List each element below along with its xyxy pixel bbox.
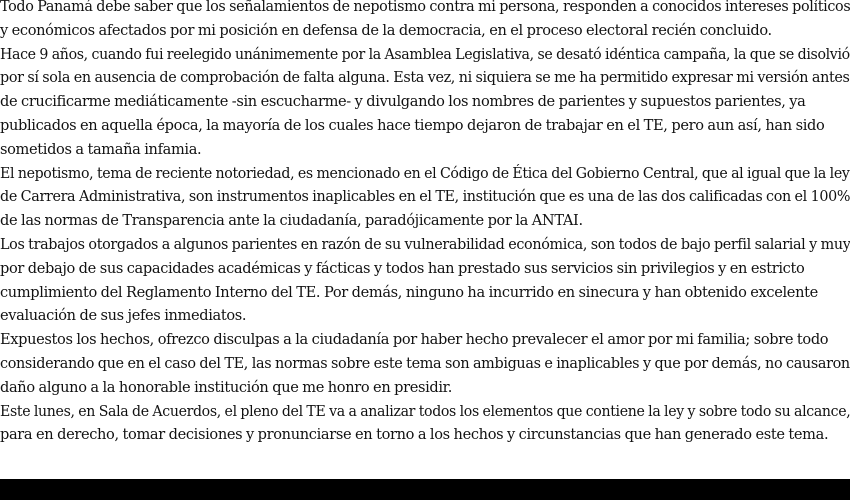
text-line: cumplimiento del Reglamento Interno del TE. Por demás, ninguno ha incurrido en sinecura y han obtenido excelente: [0, 283, 818, 301]
text-line: Todo Panamá debe saber que los señalamientos de nepotismo contra mi persona, responden a conocidos intereses políticos: [0, 0, 850, 15]
text-line: daño alguno a la honorable institución que me honro en presidir.: [0, 378, 452, 396]
text-line: Hace 9 años, cuando fui reelegido unánimemente por la Asamblea Legislativa, se desató idéntica campaña, la que se disolvió: [0, 45, 850, 63]
paragraph-4: [0, 233, 850, 328]
text-line: por debajo de sus capacidades académicas y fácticas y todos han prestado sus servicios sin privilegios y en estricto: [0, 259, 805, 277]
text-line: considerando que en el caso del TE, las normas sobre este tema son ambiguas e inaplicables y que por demás, no causaron: [0, 354, 850, 372]
text-line: Los trabajos otorgados a algunos parientes en razón de su vulnerabilidad económica, son todos de bajo perfil salarial y muy: [0, 235, 850, 253]
text-line: de crucificarme mediáticamente -sin escucharme- y divulgando los nombres de parientes y supuestos parientes, ya: [0, 93, 806, 111]
paragraph-1: [0, 0, 850, 43]
paragraph-3: [0, 162, 850, 233]
text-line: para en derecho, tomar decisiones y pronunciarse en torno a los hechos y circunstancias que han generado este tema.: [0, 426, 829, 444]
text-line: evaluación de sus jefes inmediatos.: [0, 307, 247, 325]
paragraph-6: [0, 400, 850, 448]
text-line: por sí sola en ausencia de comprobación de falta alguna. Esta vez, ni siquiera se me ha permitido expresar mi versión antes: [0, 69, 850, 87]
text-line: El nepotismo, tema de reciente notoriedad, es mencionado en el Código de Ética del Gobierno Central, que al igual que la ley: [0, 164, 850, 182]
text-line: Este lunes, en Sala de Acuerdos, el pleno del TE va a analizar todos los elementos que contiene la ley y sobre todo su alcance,: [0, 402, 850, 420]
text-line: Expuestos los hechos, ofrezco disculpas a la ciudadanía por haber hecho prevalecer el amor por mi familia; sobre todo: [0, 331, 829, 349]
paragraph-2: [0, 43, 850, 162]
text-line: publicados en aquella época, la mayoría de los cuales hace tiempo dejaron de trabajar en el TE, pero aun así, han sido: [0, 116, 825, 134]
bottom-black-bar: [0, 479, 850, 500]
text-line: de las normas de Transparencia ante la ciudadanía, paradójicamente por la ANTAI.: [0, 212, 583, 230]
text-line: de Carrera Administrativa, son instrumentos inaplicables en el TE, institución que es una de las dos calificadas con el 100%: [0, 188, 850, 206]
paragraph-5: [0, 328, 850, 399]
text-line: y económicos afectados por mi posición en defensa de la democracia, en el proceso electoral recién concluido.: [0, 21, 772, 39]
text-line: sometidos a tamaña infamia.: [0, 140, 202, 158]
